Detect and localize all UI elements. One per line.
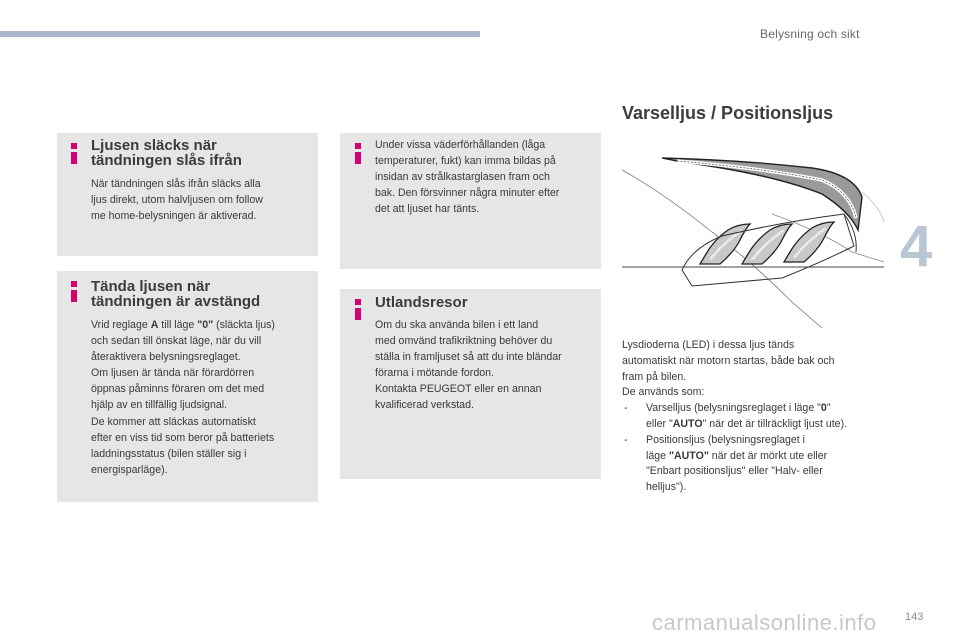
chapter-number: 4 [900, 214, 933, 279]
box-body [91, 317, 316, 478]
box-title-line: tändningen är avstängd [91, 293, 261, 310]
section-title: Belysning och sikt [760, 27, 860, 41]
text-line: laddningsstatus (bilen ställer sig i [91, 447, 247, 460]
box-title-line: Ljusen släcks när [91, 137, 217, 154]
text-line: Lysdioderna (LED) i dessa ljus tänds [622, 339, 795, 351]
watermark: carmanualsonline.info [652, 610, 877, 635]
text-line: och sedan till önskat läge, när du vill [91, 335, 262, 348]
text-line: temperaturer, fukt) kan imma bildas på [375, 155, 556, 168]
text-line: ljus direkt, utom halvljusen om follow [91, 194, 263, 207]
box-title [91, 138, 311, 168]
text-line: Positionsljus (belysningsreglaget i [646, 433, 805, 446]
text-line: De kommer att släckas automatiskt [91, 415, 256, 428]
text-line: ställa in framljuset så att du inte bländar [375, 351, 562, 364]
text-line: öppnas påminns föraren om det med [91, 383, 265, 396]
text-line: automatiskt när motorn startas, både bak och [622, 354, 835, 367]
text-line: förarna i mötande fordon. [375, 367, 494, 380]
text-line: energisparläge). [91, 463, 168, 476]
text-line: med omvänd trafikriktning behöver du [375, 335, 553, 348]
text-line: me home-belysningen är aktiverad. [91, 210, 257, 223]
list-item [622, 401, 892, 433]
box-title [91, 279, 311, 309]
text-line: Om ljusen är tända när förardörren [91, 367, 255, 380]
headlight-illustration [622, 152, 886, 328]
text-line: eller "AUTO" när det är tillräckligt ljust ute). [646, 417, 848, 430]
box-title-line: Tända ljusen när [91, 278, 211, 295]
text-line: kvalificerad verkstad. [375, 399, 474, 412]
page-number: 143 [905, 611, 924, 623]
text-line: läge "AUTO" när det är mörkt ute eller [646, 449, 828, 462]
box-title-line: tändningen slås ifrån [91, 152, 242, 169]
list-item [622, 433, 892, 496]
text-line: fram på bilen. [622, 370, 687, 383]
main-body [622, 338, 892, 496]
text-line: Varselljus (belysningsreglaget i läge "0" [646, 402, 831, 415]
text-line: helljus"). [646, 481, 687, 494]
text-line: återaktivera belysningsreglaget. [91, 351, 241, 364]
box-body [375, 137, 597, 217]
text-line: bak. Den försvinner några minuter efter [375, 187, 560, 200]
text-line: Om du ska använda bilen i ett land [375, 319, 539, 331]
box-body [375, 317, 600, 414]
bullet-dash: - [624, 402, 628, 415]
header-bar [0, 31, 480, 37]
bullet-dash: - [624, 433, 628, 446]
box-body [91, 176, 313, 224]
page-title: Varselljus / Positionsljus [622, 103, 834, 123]
text-line: Vrid reglage A till läge "0" (släckta ljus) [91, 319, 275, 331]
text-line: insidan av strålkastarglasen fram och [375, 171, 550, 184]
text-line: Under vissa väderförhållanden (låga [375, 139, 546, 151]
text-line: När tändningen slås ifrån släcks alla [91, 178, 261, 190]
text-line: Kontakta PEUGEOT eller en annan [375, 383, 542, 396]
text-line: hjälp av en tillfällig ljudsignal. [91, 399, 228, 412]
text-line: "Enbart positionsljus" eller "Halv- eller [646, 465, 823, 478]
text-line: efter en viss tid som beror på batteriets [91, 431, 275, 444]
text-line: De används som: [622, 386, 705, 399]
box-title: Utlandsresor [375, 294, 468, 311]
text-line: det att ljuset har tänts. [375, 203, 480, 216]
